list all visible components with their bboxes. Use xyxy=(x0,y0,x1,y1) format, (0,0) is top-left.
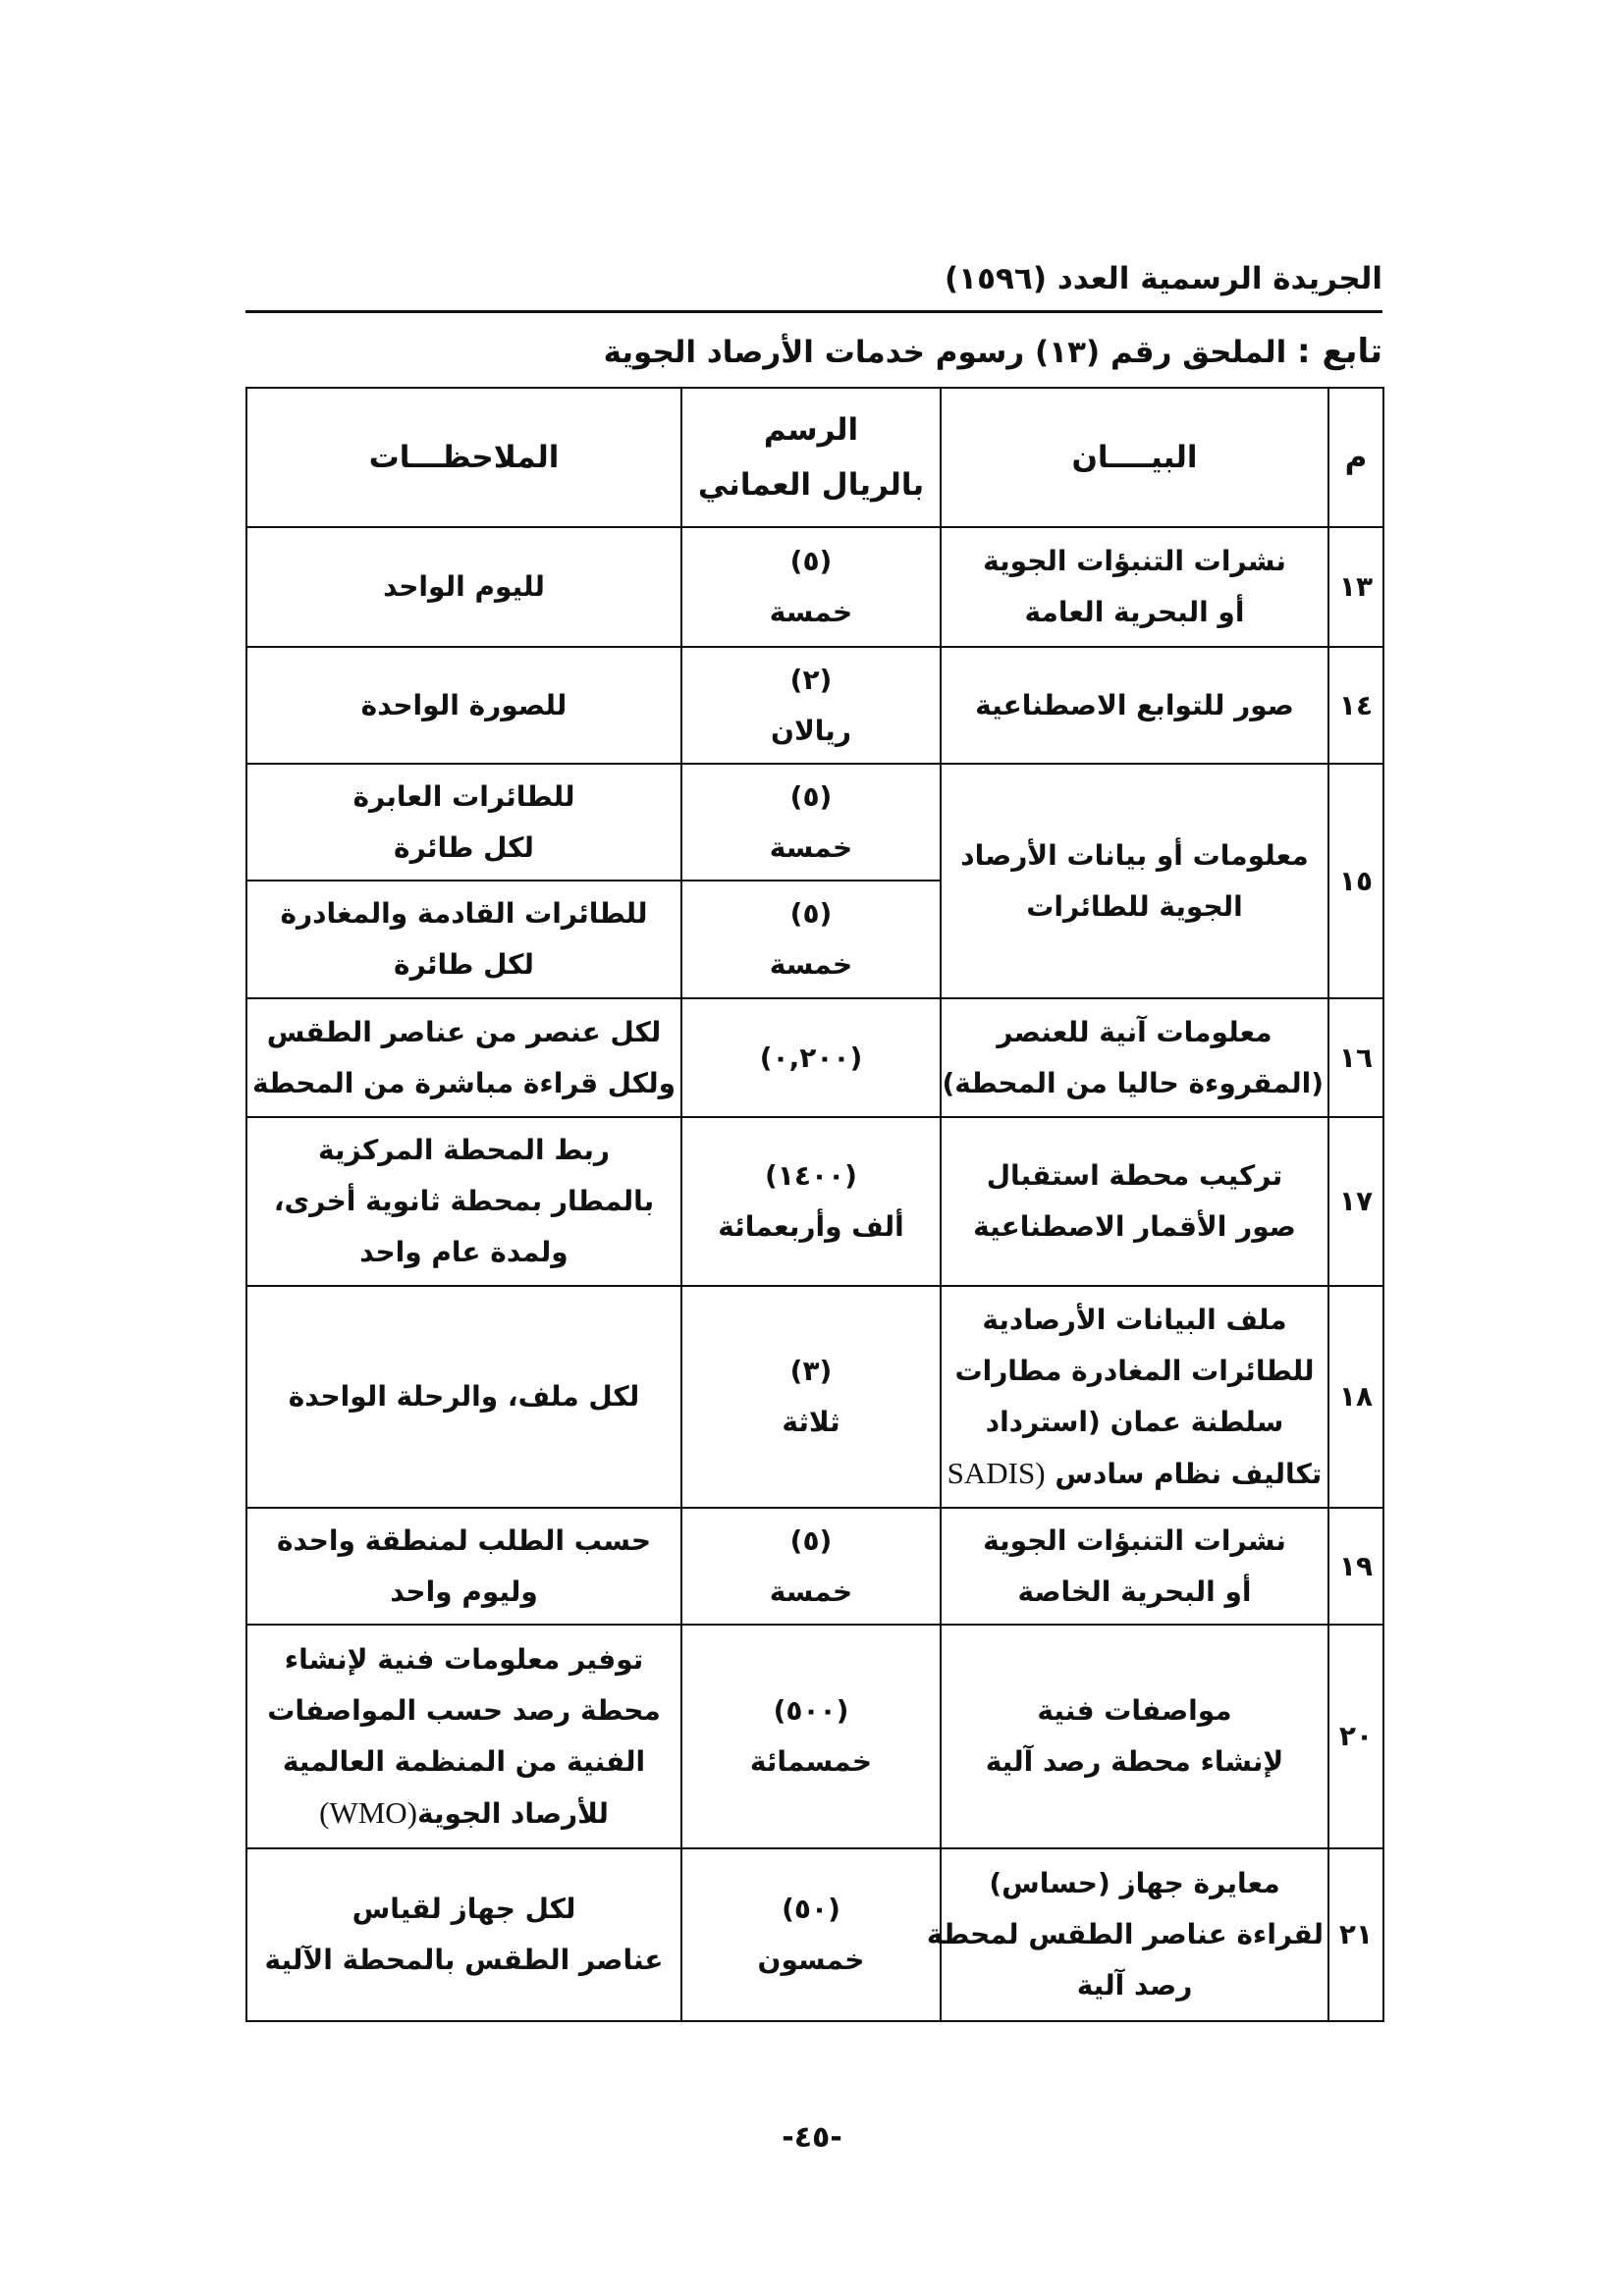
table-row xyxy=(246,527,1383,647)
row-notes: لليوم الواحد xyxy=(246,527,681,647)
row-fee: (٥٠٠) خمسمائة xyxy=(681,1625,941,1848)
header-description: البيــــان xyxy=(941,388,1328,527)
gazette-header xyxy=(245,253,1382,313)
table-row xyxy=(246,1508,1383,1625)
table-row xyxy=(246,1117,1383,1286)
row-number: ٢١ xyxy=(1328,1848,1383,2021)
row-notes: توفير معلومات فنية لإنشاء محطة رصد حسب المواصفات الفنية من المنظمة العالمية للأرصاد الجوية(WMO) xyxy=(246,1625,681,1848)
table-row xyxy=(246,1625,1383,1848)
row-fee: (٥) خمسة xyxy=(681,527,941,647)
row-number: ١٣ xyxy=(1328,527,1383,647)
header-notes: الملاحظـــات xyxy=(246,388,681,527)
table-header-row xyxy=(246,388,1383,527)
row-notes: لكل ملف، والرحلة الواحدة xyxy=(246,1286,681,1508)
row-notes: لكل جهاز لقياس عناصر الطقس بالمحطة الآلية xyxy=(246,1848,681,2021)
header-fee xyxy=(681,388,941,527)
row-number: ١٥ xyxy=(1328,764,1383,998)
row-number: ١٨ xyxy=(1328,1286,1383,1508)
annex-title xyxy=(245,332,1382,371)
annex-title-text: الملحق رقم (١٣) رسوم خدمات الأرصاد الجوية xyxy=(603,335,1287,370)
annex-prefix: تابع : xyxy=(1297,332,1382,371)
row-description: صور للتوابع الاصطناعية xyxy=(941,647,1328,764)
row-notes: للصورة الواحدة xyxy=(246,647,681,764)
row-description: ملف البيانات الأرصادية للطائرات المغادرة مطارات سلطنة عمان (استرداد تكاليف نظام سادس SADIS) xyxy=(941,1286,1328,1508)
row-fee: (٥) خمسة xyxy=(681,1508,941,1625)
header-fee-line2: بالريال العماني xyxy=(697,467,925,503)
gazette-title: الجريدة الرسمية العدد (١٥٩٦) xyxy=(945,261,1382,296)
fees-table xyxy=(245,387,1384,2022)
row-fee: (٣) ثلاثة xyxy=(681,1286,941,1508)
row-fee: (٥) خمسة xyxy=(681,881,941,998)
table-row xyxy=(246,764,1383,881)
row-fee: (١٤٠٠) ألف وأربعمائة xyxy=(681,1117,941,1286)
row-notes: لكل عنصر من عناصر الطقس ولكل قراءة مباشرة من المحطة xyxy=(246,998,681,1117)
row-number: ١٩ xyxy=(1328,1508,1383,1625)
header-fee-line1: الرسم xyxy=(763,412,859,448)
table-row xyxy=(246,998,1383,1117)
header-num: م xyxy=(1328,388,1383,527)
row-fee: (٥) خمسة xyxy=(681,764,941,881)
row-description: معلومات آنية للعنصر (المقروءة حاليا من المحطة) xyxy=(941,998,1328,1117)
row-number: ٢٠ xyxy=(1328,1625,1383,1848)
table-row xyxy=(246,1286,1383,1508)
row-notes: للطائرات القادمة والمغادرة لكل طائرة xyxy=(246,881,681,998)
row-notes: ربط المحطة المركزية بالمطار بمحطة ثانوية أخرى، ولمدة عام واحد xyxy=(246,1117,681,1286)
row-fee: (٢) ريالان xyxy=(681,647,941,764)
row-number: ١٧ xyxy=(1328,1117,1383,1286)
row-fee: (٠,٢٠٠) xyxy=(681,998,941,1117)
row-description: تركيب محطة استقبال صور الأقمار الاصطناعية xyxy=(941,1117,1328,1286)
row-description: نشرات التنبؤات الجوية أو البحرية الخاصة xyxy=(941,1508,1328,1625)
row-description: معلومات أو بيانات الأرصاد الجوية للطائرات xyxy=(941,764,1328,998)
page-number: -٤٥- xyxy=(782,2120,842,2155)
row-notes: حسب الطلب لمنطقة واحدة وليوم واحد xyxy=(246,1508,681,1625)
table-row xyxy=(246,1848,1383,2021)
table-row xyxy=(246,647,1383,764)
row-fee: (٥٠) خمسون xyxy=(681,1848,941,2021)
row-description: نشرات التنبؤات الجوية أو البحرية العامة xyxy=(941,527,1328,647)
row-description: مواصفات فنية لإنشاء محطة رصد آلية xyxy=(941,1625,1328,1848)
row-number: ١٦ xyxy=(1328,998,1383,1117)
row-number: ١٤ xyxy=(1328,647,1383,764)
row-description: معايرة جهاز (حساس) لقراءة عناصر الطقس لمحطة رصد آلية xyxy=(941,1848,1328,2021)
row-notes: للطائرات العابرة لكل طائرة xyxy=(246,764,681,881)
